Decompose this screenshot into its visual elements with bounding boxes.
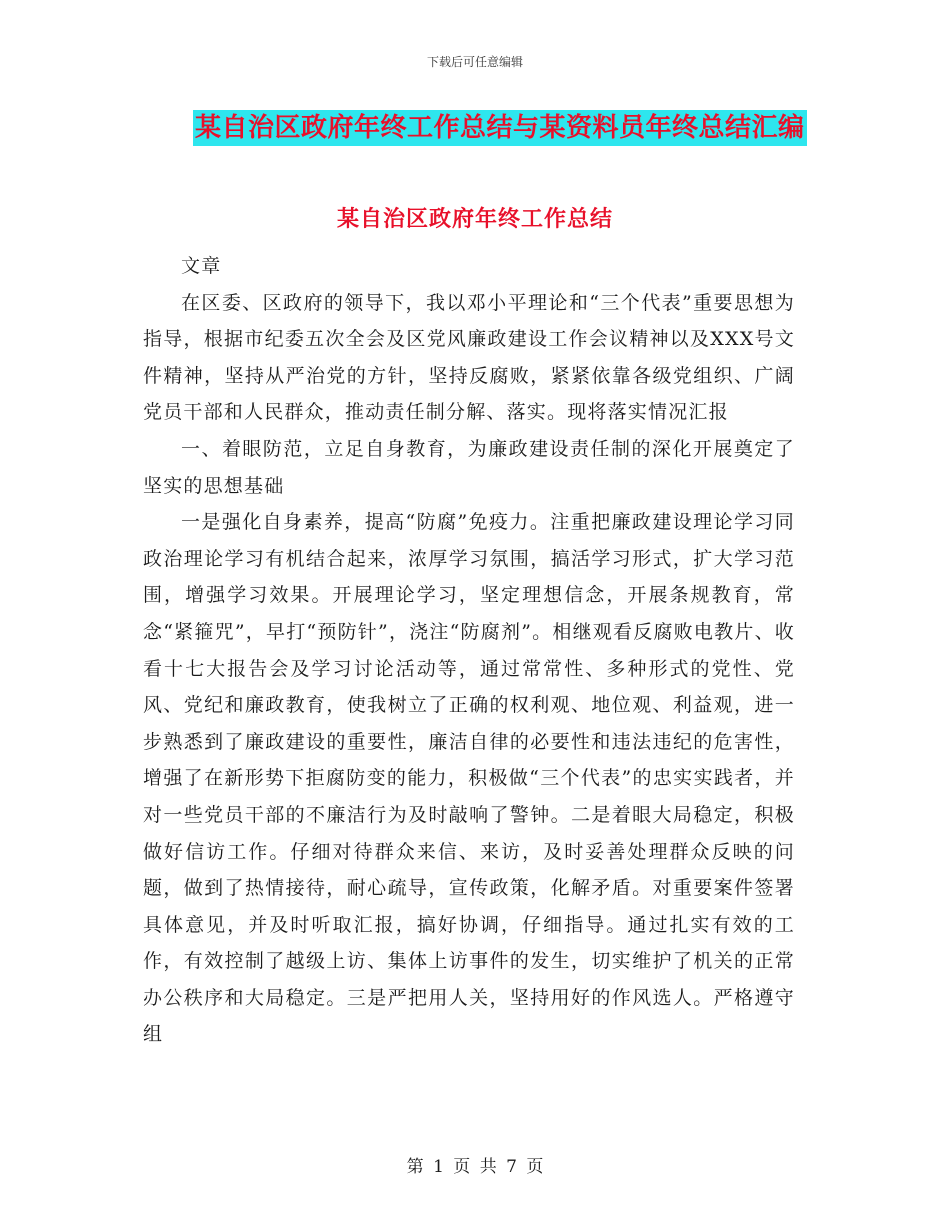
section-title: 某自治区政府年终工作总结	[336, 206, 613, 232]
paragraph: 在区委、区政府的领导下，我以邓小平理论和“三个代表”重要思想为指导，根据市纪委五次全会及区党风廉政建设工作会议精神以及XXX号文件精神，坚持从严治党的方针，坚持反腐败，紧紧依靠各级党组织、广阔党员干部和人民群众，推动责任制分解、落实。现将落实情况汇报	[143, 291, 795, 424]
paragraph: 一、着眼防范，立足自身教育，为廉政建设责任制的深化开展奠定了坚实的思想基础	[143, 437, 795, 497]
page-number: 第 1 页 共 7 页	[406, 1157, 544, 1177]
paragraph: 一是强化自身素养，提高“防腐”免疫力。注重把廉政建设理论学习同政治理论学习有机结合起来，浓厚学习氛围，搞活学习形式，扩大学习范围，增强学习效果。开展理论学习，坚定理想信念，开展条规教育，常念“紧箍咒”，早打“预防针”，浇注“防腐剂”。相继观看反腐败电教片、收看十七大报告会及学习讨论活动等，通过常常性、多种形式的党性、党风、党纪和廉政教育，使我树立了正确的权利观、地位观、利益观，进一步熟悉到了廉政建设的重要性，廉洁自律的必要性和违法违纪的危害性，增强了在新形势下拒腐防变的能力，积极做“三个代表”的忠实实践者，并对一些党员干部的不廉洁行为及时敲响了警钟。二是着眼大局稳定，积极做好信访工作。仔细对待群众来信、来访，及时妥善处理群众反映的问题，做到了热情接待，耐心疏导，宣传政策，化解矛盾。对重要案件签署具体意见，并及时听取汇报，搞好协调，仔细指导。通过扎实有效的工作，有效控制了越级上访、集体上访事件的发生，切实维护了机关的正常办公秩序和大局稳定。三是严把用人关，坚持用好的作风选人。严格遵守组	[143, 511, 795, 1046]
paragraph: 文章	[181, 255, 222, 277]
document-title: 某自治区政府年终工作总结与某资料员年终总结汇编	[193, 110, 807, 146]
header-note: 下载后可任意编辑	[426, 55, 523, 69]
body-text	[143, 248, 795, 1053]
